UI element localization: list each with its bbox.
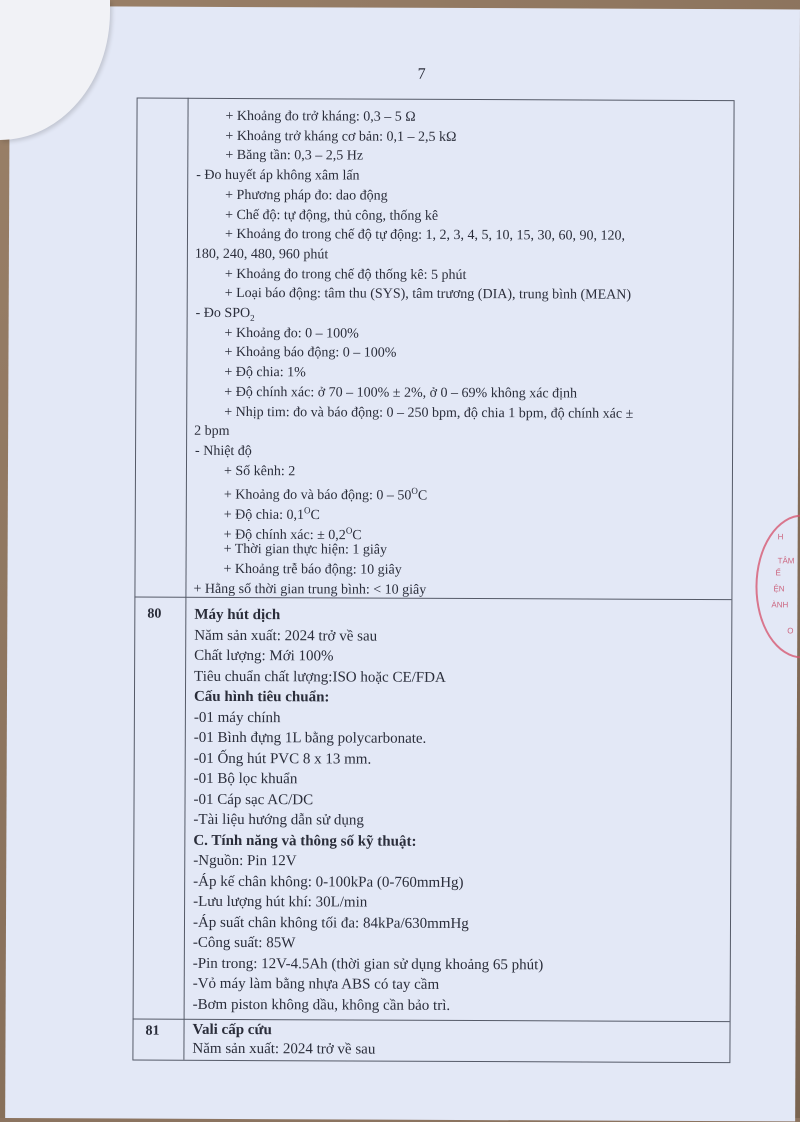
spec-text: -Công suất: 85W [192,934,296,952]
spec-line [193,873,463,891]
spec-text: -Nguồn: Pin 12V [193,852,297,870]
superscript: O [411,486,418,497]
row-number: 80 [147,606,162,622]
spec-text: Năm sản xuất: 2024 trở về sau [194,627,378,645]
spec-line [225,187,388,205]
spec-text: -01 máy chính [193,709,281,726]
spec-text: + Độ chính xác: ở 70 – 100% ± 2%, ở 0 – 69% không xác định [224,384,578,402]
spec-line [224,502,320,524]
spec-line [193,914,469,932]
spec-line [195,443,252,460]
spec-text: -Vỏ máy làm bằng nhựa ABS có tay cầm [192,975,440,993]
spec-line [193,996,451,1014]
spec-line [193,812,363,830]
spec-text: -Pin trong: 12V-4.5Ah (thời gian sử dụng khoảng 65 phút) [192,955,544,973]
stamp-text: ÀNH [771,600,789,610]
spec-text: -01 Bình đựng 1L bằng polycarbonate. [193,729,427,747]
stamp-text: ỆN [773,584,785,594]
spec-text: 2 bpm [194,423,230,440]
spec-text: -Áp suất chân không tối đa: 84kPa/630mmHg [192,914,469,932]
unit-suffix: C [352,527,362,543]
spec-line [225,285,631,304]
spec-text: + Số kênh: 2 [223,463,296,479]
spec-text: + Loại báo động: tâm thu (SYS), tâm trương (DIA), trung bình (MEAN) [224,286,632,304]
section-heading [192,1022,271,1039]
spec-text: -01 Ống hút PVC 8 x 13 mm. [193,750,372,768]
spec-text: + Nhịp tim: đo và báo động: 0 – 250 bpm, độ chia 1 bpm, độ chính xác ± [224,404,634,422]
spec-line [196,167,359,185]
spec-line [224,561,402,579]
spec-text: - Nhiệt độ [195,443,252,459]
spec-text: + Khoảng trễ báo động: 10 giây [223,562,402,578]
spec-text: + Khoảng báo động: 0 – 100% [224,345,397,362]
spec-line [224,463,295,480]
spec-line [194,668,446,686]
stamp-text: TÂM [777,556,795,566]
spec-line [225,128,456,146]
spec-line [224,403,633,422]
spec-line [194,730,427,748]
stamp-text: O [787,626,794,636]
spec-line [225,206,438,224]
spec-text: -01 Bộ lọc khuẩn [193,770,298,788]
document-page [5,6,800,1121]
spec-text: -01 Cáp sạc AC/DC [193,791,314,808]
unit-suffix: C [310,507,320,524]
subscript: 2 [250,312,255,323]
spec-text: + Khoảng đo và báo động: 0 – 50 [223,487,412,504]
spec-text: + Khoảng đo trong chế độ thống kê: 5 phút [224,266,467,283]
spec-line [194,750,372,768]
spec-text: + Độ chính xác: ± 0,2 [223,527,346,543]
spec-line [193,581,426,599]
spec-text: -Áp kế chân không: 0-100kPa (0-760mmHg) [193,873,464,891]
stamp-text: H [777,532,784,542]
spec-text: + Độ chia: 0,1 [223,507,305,523]
superscript: O [345,525,353,536]
spec-text: + Hằng số thời gian trung bình: < 10 giây [193,581,427,598]
spec-line [194,627,377,645]
spec-line [224,344,396,362]
spec-line [194,423,229,440]
unit-suffix: C [417,488,428,504]
spec-text: 180, 240, 480, 960 phút [194,246,329,263]
spec-line [195,246,328,264]
spec-line [224,364,305,381]
spec-text: -Lưu lượng hút khí: 30L/min [193,893,368,911]
spec-text: Cấu hình tiêu chuẩn: [193,688,330,706]
spec-text: - Đo SPO [195,305,251,322]
spec-text: + Phương pháp đo: dao động [225,187,388,204]
spec-text: Tiêu chuẩn chất lượng:ISO hoặc CE/FDA [194,668,446,686]
spec-line [225,266,467,284]
red-stamp [755,514,800,658]
spec-line [194,709,281,726]
spec-text: + Chế độ: tự động, thủ công, thống kê [225,207,439,224]
spec-text: C. Tính năng và thông số kỹ thuật: [193,832,417,850]
spec-text: Năm sản xuất: 2024 trở về sau [192,1040,376,1058]
spec-line [194,791,314,809]
row-number: 81 [145,1023,160,1039]
spec-line [196,305,255,327]
spec-text: Vali cấp cứu [192,1021,272,1039]
spec-text: + Khoảng đo trở kháng: 0,3 – 5 Ω [225,108,416,125]
section-heading [194,689,330,707]
page-number: 7 [417,65,426,83]
spec-line [225,325,359,343]
spec-text: + Thời gian thực hiện: 1 giây [223,542,388,559]
spec-text: - Đo huyết áp không xâm lấn [196,167,360,184]
spec-line [193,935,296,952]
spec-line [193,955,544,974]
spec-text: + Khoảng đo: 0 – 100% [224,325,359,342]
section-heading [193,832,416,850]
spec-line [225,147,363,165]
superscript: O [303,505,311,516]
spec-text: Chất lượng: Mới 100% [194,647,334,665]
spec-line [194,771,298,788]
spec-text: + Khoảng đo trong chế độ tự động: 1, 2, 3, 4, 5, 10, 15, 30, 60, 90, 120, [224,227,626,244]
stamp-text: Ế [775,568,781,578]
spec-line [225,226,625,245]
spec-text: -Tài liệu hướng dẫn sử dụng [193,811,364,829]
spec-text: -Bơm piston không dầu, không cần bảo trì. [192,996,451,1014]
spec-line [194,648,333,666]
spec-line [224,541,387,559]
section-heading [194,607,280,624]
spec-line [224,384,577,403]
spec-line [193,976,439,994]
spec-line [192,1041,375,1059]
spec-text: + Băng tần: 0,3 – 2,5 Hz [225,148,364,164]
spec-line [225,108,415,126]
spec-text: Máy hút dịch [194,606,281,624]
spec-text: + Độ chia: 1% [224,365,306,381]
spec-line [193,853,296,870]
spec-line [193,894,367,912]
spec-text: + Khoảng trở kháng cơ bản: 0,1 – 2,5 kΩ [225,128,457,145]
